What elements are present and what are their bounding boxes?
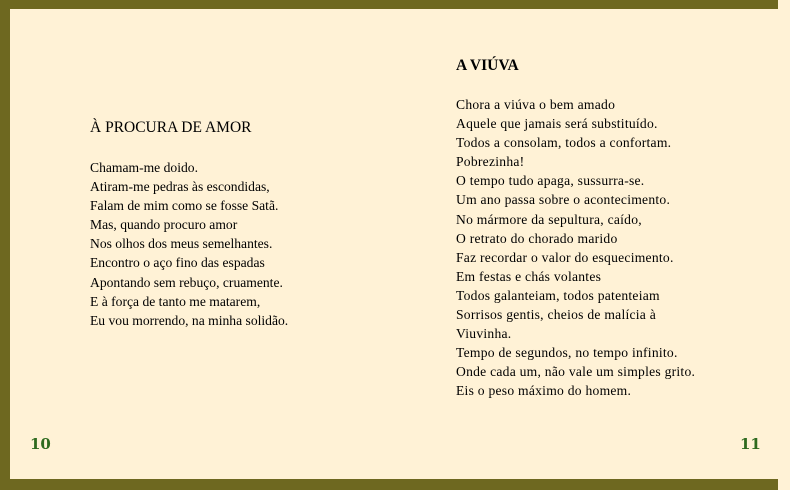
- poem-line: Um ano passa sobre o acontecimento.: [456, 192, 671, 208]
- poem-line: Onde cada um, não vale um simples grito.: [456, 364, 696, 380]
- poem-line: Sorrisos gentis, cheios de malícia à: [456, 307, 657, 323]
- poem-line: O retrato do chorado marido: [456, 230, 618, 246]
- poem-line: No mármore da sepultura, caído,: [456, 211, 642, 227]
- poem-line: Eu vou morrendo, na minha solidão.: [90, 312, 289, 328]
- right-page-number: 11: [740, 435, 761, 453]
- poem-line: Mas, quando procuro amor: [90, 217, 238, 233]
- poem-line: Aquele que jamais será substituído.: [456, 116, 658, 132]
- poem-line: Viuvinha.: [456, 326, 512, 342]
- poem-line: Falam de mim como se fosse Satã.: [90, 198, 279, 214]
- right-poem-body: [456, 95, 695, 401]
- poem-line: Em festas e chás volantes: [456, 268, 602, 284]
- left-poem-title: À PROCURA DE AMOR: [90, 119, 252, 136]
- poem-line: Faz recordar o valor do esquecimento.: [456, 249, 674, 265]
- right-poem-title: A VIÚVA: [456, 57, 519, 74]
- poem-line: Pobrezinha!: [456, 154, 525, 170]
- left-page-number: 10: [30, 435, 51, 453]
- poem-line: Nos olhos dos meus semelhantes.: [90, 236, 273, 252]
- poem-line: Atiram-me pedras às escondidas,: [90, 179, 270, 195]
- poem-line: Eis o peso máximo do homem.: [456, 383, 632, 399]
- page-edge: [778, 0, 790, 490]
- poem-line: Chora a viúva o bem amado: [456, 97, 616, 112]
- poem-line: Apontando sem rebuço, cruamente.: [90, 274, 283, 290]
- poem-line: Chamam-me doido.: [90, 160, 198, 175]
- poem-line: Todos a consolam, todos a confortam.: [456, 135, 672, 151]
- left-poem-body: [90, 158, 288, 330]
- poem-line: Tempo de segundos, no tempo infinito.: [456, 345, 678, 361]
- poem-line: O tempo tudo apaga, sussurra-se.: [456, 173, 645, 189]
- poem-line: Todos galanteiam, todos patenteiam: [456, 287, 660, 303]
- poem-line: Encontro o aço fino das espadas: [90, 255, 265, 271]
- poem-line: E à força de tanto me matarem,: [90, 293, 261, 309]
